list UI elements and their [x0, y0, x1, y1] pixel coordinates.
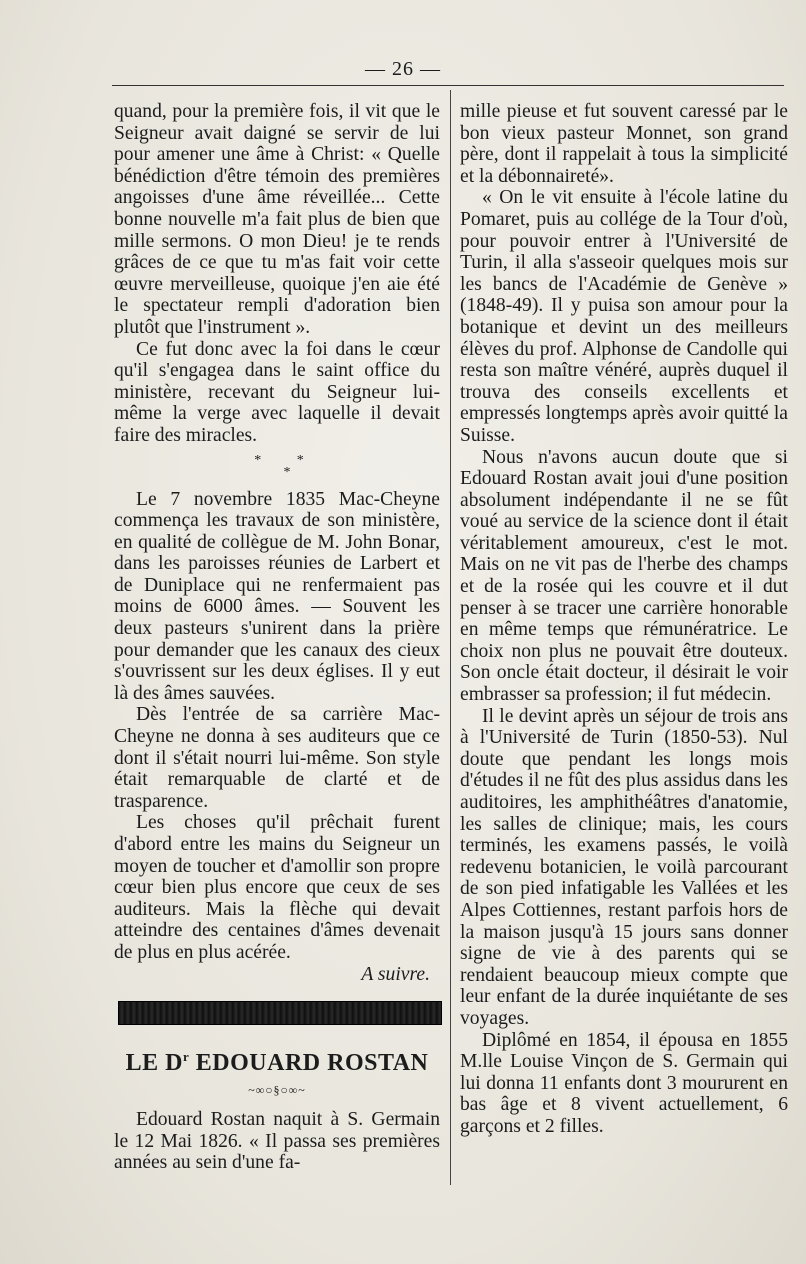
asterism-top: * *: [254, 452, 320, 468]
left-column: [114, 101, 440, 1174]
asterism: [114, 452, 440, 480]
paragraph: Il le devint après un séjour de trois ans à l'Université de Turin (1850-53). Nul doute que pendant les longs mois d'études il ne fût des plus assidus dans les auditoires, les amphithéâtres d'anatomie, les salles de clinique; mais, les cours terminés, les examens passés, le voilà redevenu botanicien, le voilà parcourant de son pied infatigable les Vallées et les Alpes Cottiennes, restant parfois hors de la maison jusqu'à 15 jours sans donner signe de vie à des parents qui se rendaient beaucoup mieux compte que leur enfant de la durée inquiétante de ses voyages.: [460, 705, 788, 1029]
to-be-continued: A suivre.: [361, 963, 430, 985]
paragraph: quand, pour la première fois, il vit que le Seigneur avait daigné se servir de lui pour amener une âme à Christ: « Quelle bénédiction d'être témoin des premières angoisses d'une âme réveillée... Cette bonne nouvelle m'a fait plus de bien que mille sermons. O mon Dieu! je te rends grâces de ce que tu m'as fait voir cette œuvre merveilleuse, quoique j'en aie été le spectateur rempli d'adoration bien plutôt que l'instrument ».: [114, 101, 440, 338]
paragraph: Ce fut donc avec la foi dans le cœur qu'il s'engagea dans le saint office du ministère, recevant du Seigneur lui-même la verge avec laquelle il devait faire des miracles.: [114, 338, 440, 446]
right-column: [460, 101, 788, 1138]
asterism-bottom: *: [283, 464, 291, 480]
paragraph: Dès l'entrée de sa carrière Mac-Cheyne ne donna à ses auditeurs que ce dont il s'était nourri lui-même. Son style était remarquable de clarté et de trasparence.: [114, 704, 440, 812]
paragraph: mille pieuse et fut souvent caressé par le bon vieux pasteur Monnet, son grand père, dont il rappelait à tous la simplicité et la débonnaireté».: [460, 101, 788, 187]
decorative-band: [118, 1001, 442, 1025]
page-number: — 26 —: [365, 58, 441, 80]
heading-prefix: LE D: [125, 1050, 183, 1077]
paragraph: Edouard Rostan naquit à S. Germain le 12 Mai 1826. « Il passa ses premières années au sein d'une fa-: [114, 1109, 440, 1174]
heading-superscript: r: [183, 1049, 190, 1065]
ornament-divider: ~∞○§○∞~: [248, 1083, 306, 1098]
paragraph: Les choses qu'il prêchait furent d'abord entre les mains du Seigneur un moyen de toucher et d'amollir son propre cœur bien plus encore que ceux de ses auditeurs. Mais la flèche qui devait atteindre des centaines d'âmes devenait de plus en plus acérée.: [114, 812, 440, 963]
paragraph: « On le vit ensuite à l'école latine du Pomaret, puis au collége de la Tour d'où, pour pouvoir entrer à l'Université de Turin, il alla s'asseoir quelques mois sur les bancs de l'Académie de Genève » (1848-49). Il y puisa son amour pour la botanique et devint un des meilleurs élèves du prof. Alphonse de Candolle qui resta son maître vénéré, auprès duquel il trouva des conseils excellents et empressés longtemps après avoir quitté la Suisse.: [460, 187, 788, 446]
article-heading: [114, 1043, 440, 1077]
column-divider: [450, 90, 451, 1185]
paragraph: Nous n'avons aucun doute que si Edouard Rostan avait joui d'une position absolument indépendante il ne se fût voué au service de la science dont il était véritablement amoureux, c'est le mot. Mais on ne vit pas de l'herbe des champs et de la rosée qui les couvre et il dut penser à se tracer une carrière honorable en même temps que rémunératrice. Le choix non plus ne pouvait être douteux. Son oncle était docteur, il désirait le voir embrasser sa profession; il fut médecin.: [460, 446, 788, 706]
paragraph: Le 7 novembre 1835 Mac-Cheyne commença les travaux de son ministère, en qualité de collègue de M. John Bonar, dans les paroisses réunies de Larbert et de Duniplace qui ne renfermaient pas moins de 6000 âmes. — Souvent les deux pasteurs s'unirent dans la prière pour demander que les canaux des cieux s'ouvrissent sur les deux églises. Il y eut là des âmes sauvées.: [114, 488, 440, 704]
header-rule: [112, 85, 784, 86]
paragraph: Diplômé en 1854, il épousa en 1855 M.lle Louise Vinçon de S. Germain qui lui donna 11 enfants dont 3 moururent en bas âge et 8 vivent actuellement, 6 garçons et 2 filles.: [460, 1029, 788, 1137]
heading-rest: EDOUARD ROSTAN: [189, 1050, 429, 1077]
